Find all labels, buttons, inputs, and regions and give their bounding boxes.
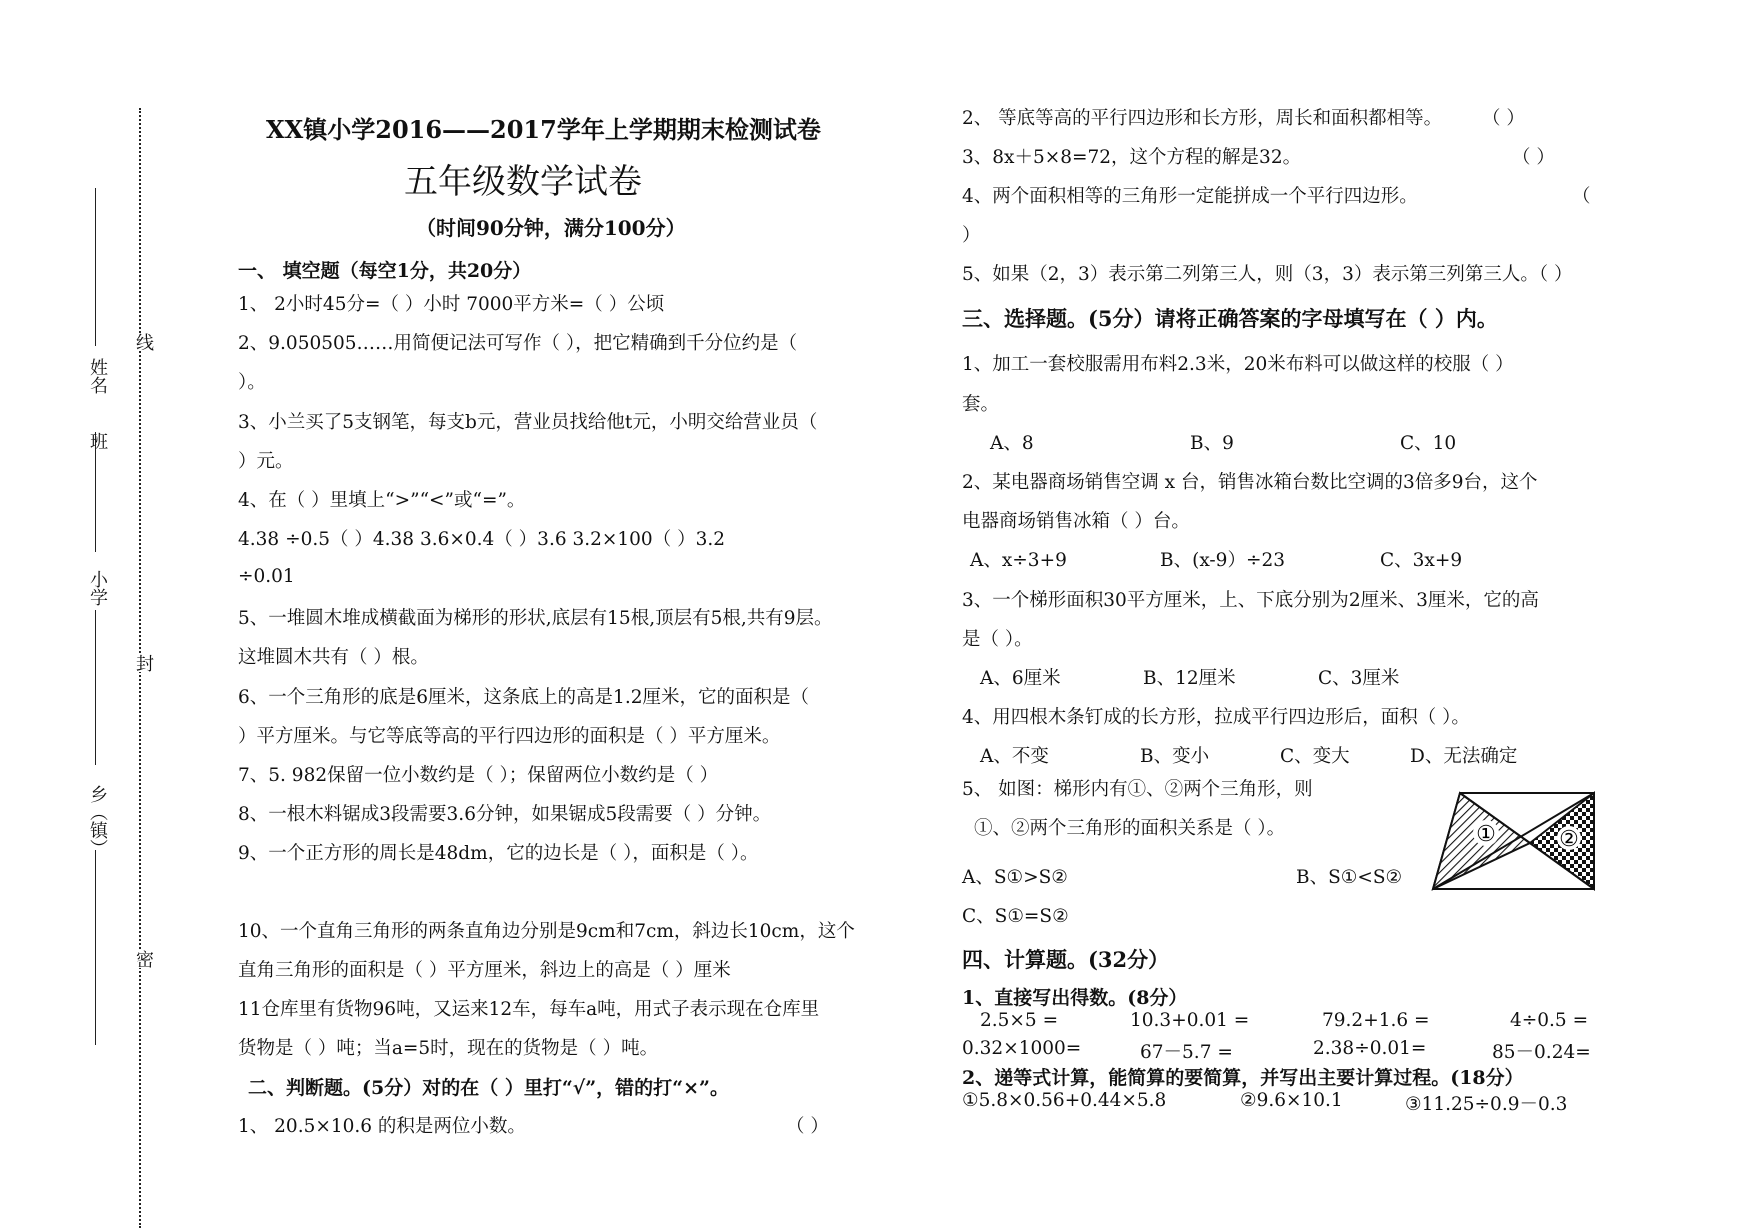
fill-q9: 9、一个正方形的周长是48dm，它的边长是（ ），面积是（ ）。 — [238, 843, 759, 864]
fill-q1: 1、 2小时45分=（ ）小时 7000平方米=（ ）公顷 — [238, 294, 665, 315]
choice-q3-line2: 是（ ）。 — [962, 629, 1033, 650]
binding-town-label: 乡（镇） — [87, 785, 108, 857]
fill-q6-line2: ）平方厘米。与它等底等高的平行四边形的面积是（ ）平方厘米。 — [238, 726, 781, 747]
exam-time-note: （时间90分钟，满分100分） — [416, 216, 686, 240]
choice-q4-optA: A、不变 — [980, 746, 1049, 767]
calc-part2-title: 2、递等式计算，能简算的要简算，并写出主要计算过程。(18分） — [962, 1067, 1524, 1089]
exam-title: XX镇小学2016——2017学年上学期期末检测试卷 — [266, 115, 821, 144]
fill-q2-line2: ）。 — [238, 372, 266, 393]
choice-q5-optA: A、S①>S② — [962, 867, 1068, 888]
calc-r3-c1: ①5.8×0.56+0.44×5.8 — [962, 1090, 1167, 1111]
school-blank-line — [95, 610, 96, 765]
choice-q2-line1: 2、某电器商场销售空调 x 台，销售冰箱台数比空调的3倍多9台，这个 — [962, 472, 1538, 493]
choice-q3-optA: A、6厘米 — [980, 668, 1061, 689]
choice-q4-optD: D、无法确定 — [1410, 746, 1518, 767]
fill-q3-line2: ）元。 — [238, 451, 294, 472]
calc-r2-c1: 0.32×1000= — [962, 1038, 1082, 1059]
judge-q5: 5、如果（2，3）表示第二列第三人，则（3，3）表示第三列第三人。（ ） — [962, 264, 1573, 285]
choice-q2-optB: B、(x-9）÷23 — [1160, 550, 1285, 571]
judge-q3: 3、8x＋5×8=72，这个方程的解是32。 — [962, 147, 1302, 168]
choice-q5-line1: 5、 如图：梯形内有①、②两个三角形，则 — [962, 779, 1313, 800]
choice-q3-optB: B、12厘米 — [1143, 668, 1236, 689]
fill-q4-line2: ÷0.01 — [238, 566, 295, 587]
choice-q4: 4、用四根木条钉成的长方形，拉成平行四边形后，面积（ ）。 — [962, 707, 1470, 728]
fill-q11-line1: 11仓库里有货物96吨，又运来12车，每车a吨，用式子表示现在仓库里 — [238, 999, 820, 1020]
judge-q4-close: ） — [962, 225, 981, 246]
fill-q10-line1: 10、一个直角三角形的两条直角边分别是9cm和7cm，斜边长10cm，这个 — [238, 921, 855, 942]
fill-q7: 7、5. 982保留一位小数约是（ ）；保留两位小数约是（ ） — [238, 765, 719, 786]
calc-r2-c4: 85－0.24= — [1492, 1042, 1591, 1063]
binding-feng-label: 封 — [130, 654, 156, 672]
binding-mi-label: 密 — [130, 950, 156, 968]
choice-q3-optC: C、3厘米 — [1318, 668, 1400, 689]
choice-q1-optB: B、9 — [1190, 433, 1234, 454]
calc-r1-c1: 2.5×5 = — [980, 1010, 1059, 1031]
judge-q2: 2、 等底等高的平行四边形和长方形，周长和面积都相等。 — [962, 108, 1443, 129]
fill-q4: 4、在（ ）里填上“>”“<”或“=”。 — [238, 490, 526, 511]
choice-q1-line1: 1、加工一套校服需用布料2.3米，20米布料可以做这样的校服（ ） — [962, 354, 1514, 375]
judge-q3-paren: （ ） — [1512, 147, 1555, 168]
trapezoid-figure — [1430, 788, 1600, 892]
calc-r1-c3: 79.2+1.6 = — [1322, 1010, 1430, 1031]
judge-q4-paren: （ — [1572, 186, 1591, 207]
choice-q4-optC: C、变大 — [1280, 746, 1350, 767]
triangle-1-label: ① — [1476, 822, 1496, 847]
fill-q4-line1: 4.38 ÷0.5（ ）4.38 3.6×0.4（ ）3.6 3.2×100（ ）3.2 — [238, 529, 726, 550]
fill-q6-line1: 6、一个三角形的底是6厘米，这条底上的高是1.2厘米，它的面积是（ — [238, 687, 809, 708]
judge-q1-paren: （ ） — [786, 1116, 829, 1137]
binding-name-label: 姓名 — [87, 358, 108, 394]
binding-class-label: 班 — [87, 432, 108, 450]
choice-q2-line2: 电器商场销售冰箱（ ）台。 — [962, 511, 1190, 532]
calc-r1-c4: 4÷0.5 = — [1510, 1010, 1589, 1031]
exam-subject: 五年级数学试卷 — [404, 162, 642, 202]
choice-q2-optA: A、x÷3+9 — [970, 550, 1067, 571]
calc-r2-c3: 2.38÷0.01= — [1313, 1038, 1427, 1059]
fill-q2-line1: 2、9.050505……用简便记法可写作（ ），把它精确到千分位约是（ — [238, 333, 798, 354]
calc-r3-c2: ②9.6×10.1 — [1240, 1090, 1343, 1111]
class-blank-line — [95, 432, 96, 552]
calc-r3-c3: ③11.25÷0.9－0.3 — [1405, 1094, 1568, 1115]
calc-r1-c2: 10.3+0.01 = — [1130, 1010, 1250, 1031]
binding-school-label: 小学 — [87, 570, 108, 606]
fill-q5-line2: 这堆圆木共有（ ）根。 — [238, 647, 429, 668]
judge-q1: 1、 20.5×10.6 的积是两位小数。 — [238, 1116, 526, 1137]
choice-q3-line1: 3、一个梯形面积30平方厘米，上、下底分别为2厘米、3厘米，它的高 — [962, 590, 1539, 611]
fill-q10-line2: 直角三角形的面积是（ ）平方厘米，斜边上的高是（ ）厘米 — [238, 960, 731, 981]
choice-q5-optC: C、S①=S② — [962, 906, 1069, 927]
choice-q1-line2: 套。 — [962, 394, 1000, 415]
town-blank-line — [95, 850, 96, 1045]
judge-q4: 4、两个面积相等的三角形一定能拼成一个平行四边形。 — [962, 186, 1418, 207]
section4-title: 四、计算题。(32分） — [962, 947, 1170, 972]
fill-q11-line2: 货物是（ ）吨；当a=5时，现在的货物是（ ）吨。 — [238, 1038, 659, 1059]
judge-q2-paren: （ ） — [1482, 108, 1525, 129]
choice-q5-line2: ①、②两个三角形的面积关系是（ ）。 — [974, 818, 1286, 839]
choice-q4-optB: B、变小 — [1140, 746, 1210, 767]
choice-q1-optA: A、8 — [990, 433, 1034, 454]
choice-q1-optC: C、10 — [1400, 433, 1457, 454]
fill-q5-line1: 5、一堆圆木堆成横截面为梯形的形状,底层有15根,顶层有5根,共有9层。 — [238, 608, 833, 629]
section1-title: 一、 填空题（每空1分，共20分） — [238, 260, 532, 282]
fill-q3-line1: 3、小兰买了5支钢笔，每支b元，营业员找给他t元，小明交给营业员（ — [238, 412, 818, 433]
calc-r2-c2: 67－5.7 = — [1140, 1042, 1233, 1063]
choice-q5-optB: B、S①<S② — [1296, 867, 1403, 888]
fill-q8: 8、一根木料锯成3段需要3.6分钟，如果锯成5段需要（ ）分钟。 — [238, 804, 772, 825]
name-blank-line — [95, 188, 96, 346]
section3-title: 三、选择题。(5分）请将正确答案的字母填写在（ ）内。 — [962, 306, 1498, 331]
calc-part1-title: 1、直接写出得数。(8分） — [962, 987, 1188, 1009]
choice-q2-optC: C、3x+9 — [1380, 550, 1463, 571]
triangle-2-label: ② — [1559, 827, 1579, 852]
section2-title: 二、判断题。(5分）对的在（ ）里打“√”，错的打“×”。 — [248, 1077, 729, 1099]
binding-xian-label: 线 — [130, 333, 156, 351]
